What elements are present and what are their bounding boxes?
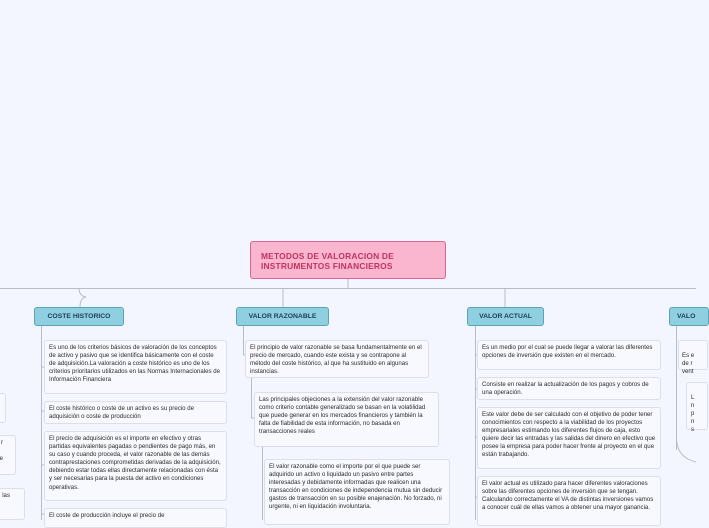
valo-node-2[interactable] [686,382,708,434]
central-topic[interactable] [250,241,446,279]
node-text: Es uno de los criterios básicos de valoración de los conceptos de activo y pasivo que se identifica básicamente con el coste de adquisición.La valoración a coste histórico es uno de los criterios prioritarios utilizados en las Normas Internacionales de Información Financiera [49,344,221,384]
left-fragment-node-empty[interactable] [0,393,6,423]
valor-razonable-node-3[interactable] [264,459,450,525]
node-text: El coste de producción incluye el precio de [49,512,165,519]
node-text: El coste histórico o coste de un activo es su precio de adquisición o coste de producción [49,405,194,421]
valor-actual-node-2[interactable] [477,377,661,400]
connector-valo-curve [677,440,697,462]
node-text: Es e de r vent [682,352,695,376]
branch-coste-historico[interactable] [34,307,124,326]
branch-valor-razonable[interactable] [236,307,329,326]
connector-branch-1 [79,288,86,307]
valor-razonable-node-2[interactable] [254,392,439,447]
node-text: El principio de valor razonable se basa fundamentalmente en el precio de mercado, cuando este exista y se contrapone al método del coste histórico, al que ha sustituido en algunas instancias. [250,344,422,376]
node-text: Las principales objeciones a la extensión del valor razonable como criterio contable generalizado se basan en la volatilidad que puede generar en los mercados financieros y también la falta de fiabilidad de esta información, no basada en transacciones reales [259,396,426,436]
valo-node-1[interactable] [678,340,708,376]
node-text: las [2,492,10,499]
node-text: El valor razonable como el importe por el que puede ser adquirido un activo o liquidado un pasivo entre partes interesadas y debidamente informadas que realicen una transacción en condiciones de independencia mutua sin deducir gastos de transacción en su posible enajenación. No forzado, ni urgente, ni en liquidación involuntaria. [269,463,443,511]
left-fragment-node-2[interactable] [0,488,25,520]
node-text: Este valor debe de ser calculado con el objetivo de poder tener conocimientos con respecto a la viabilidad de los proyectos empresariales estimando los diferentes flujos de caja, esto quiere decir las entradas y las salidas del dinero en efectivo que posee la empresa para poder hacer frente al proyecto en el que están trabajando. [482,411,656,459]
node-text: El precio de adquisición es el importe en efectivo y otras partidas equivalentes pagadas o pendientes de pago más, en su caso y cuando proceda, el valor razonable de las demás contraprestaciones comprometidas derivadas de la adquisición, debiendo estar todas ellas directamente relacionadas con ésta y ser necesarias para la puesta del activo en condiciones operativas. [49,435,221,491]
left-fragment-node-1[interactable] [0,435,16,475]
coste-historico-node-4[interactable] [44,508,227,528]
node-text: r [0,439,3,446]
valor-razonable-node-1[interactable] [245,340,429,378]
valor-actual-node-1[interactable] [477,340,661,370]
node-text: Consiste en realizar la actualización de los pagos y cobros de una operación. [482,381,649,397]
branch-label: COSTE HISTORICO [47,313,111,320]
coste-historico-node-1[interactable] [44,340,227,394]
branch-label: VALO [677,313,696,320]
node-text: Es un medio por el cual se puede llegar a valorar las diferentes opciones de inversión que existen en el mercado. [482,344,653,360]
branch-label: VALOR ACTUAL [479,313,532,320]
branch-label: VALOR RAZONABLE [248,313,317,320]
coste-historico-node-2[interactable] [44,401,227,424]
central-topic-title: METODOS DE VALORACION DE INSTRUMENTOS FINANCIEROS [261,251,394,271]
branch-valor-actual[interactable] [467,307,544,326]
node-text: e [0,455,3,463]
node-text: L n p n s [691,394,695,434]
node-text: El valor actual es utilizado para hacer diferentes valoraciones sobre las diferentes opciones de inversión que se tengan. Calculando correctamente el VA de distintas inversiones vamos a conocer cuál de ellas vamos a obtener una mayor ganancia. [482,480,654,512]
branch-valo-partial[interactable] [669,307,709,326]
valor-actual-node-3[interactable] [477,407,661,469]
coste-historico-node-3[interactable] [44,431,227,501]
valor-actual-node-4[interactable] [477,476,661,526]
